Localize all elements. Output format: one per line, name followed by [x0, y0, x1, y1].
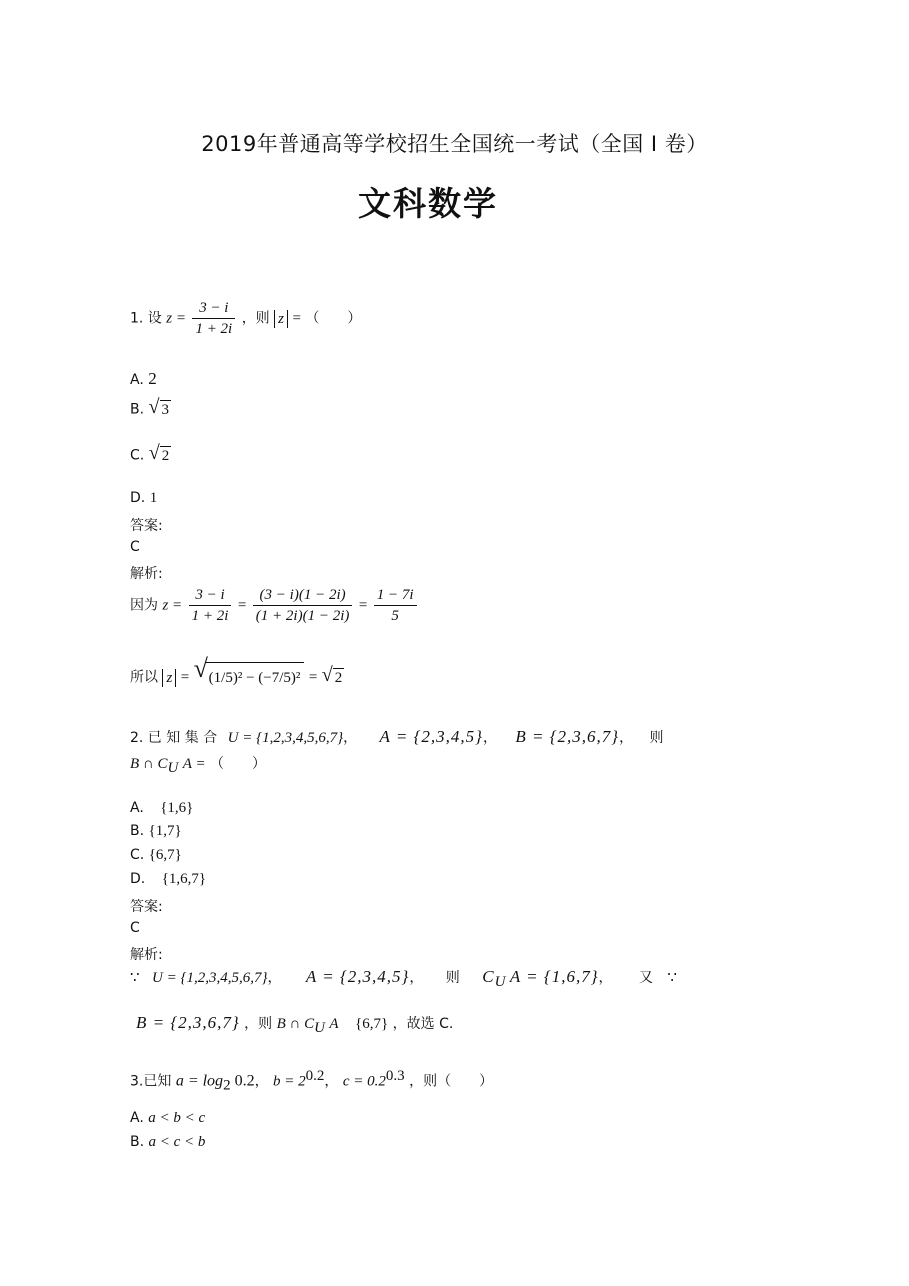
- fraction: $\frac{1 - 7i}{5}$: [374, 585, 417, 626]
- exam-title: 2019年普通高等学校招生全国统一考试（全国 I 卷）: [201, 132, 708, 156]
- abs-value: z: [274, 310, 288, 328]
- option-d: D. {1,6,7}: [130, 871, 207, 887]
- fraction: $\frac{3 - i}{1 + 2i}$: [189, 585, 232, 626]
- question-1: 1. 设 z = $\frac{3 - i}{1 + 2i}$ ，则 z = （ ）: [130, 300, 362, 337]
- question-3: 3.已知 $a = \log_2 0.2$， $b = 2^{0.2}$， $c = 0.2^{0.3}$ ，则（ ）: [130, 1068, 494, 1094]
- sqrt: √ 2: [321, 664, 343, 686]
- subject-title: 文科数学: [358, 184, 498, 223]
- option-b: B. a < c < b: [130, 1134, 206, 1150]
- analysis-label: 解析:: [130, 947, 163, 963]
- option-b: B. √ 3: [130, 396, 170, 418]
- analysis-label: 解析:: [130, 566, 163, 582]
- option-a: A. 2: [130, 369, 157, 388]
- analysis-step-1: ∵ U = {1,2,3,4,5,6,7}， A = {2,3,4,5}， 则 $C_U$ A = {1,6,7}， 又 ∵: [130, 967, 677, 990]
- answer-label: 答案:: [130, 899, 163, 915]
- fraction: $\frac{(3 - i)(1 - 2i)}{(1 + 2i)(1 - 2i)}$: [253, 585, 353, 626]
- analysis-step-2: 所以 z = √ (1/5)² − (−7/5)² = √ 2: [130, 662, 344, 693]
- answer: C: [130, 539, 140, 555]
- option-a: A. {1,6}: [130, 800, 194, 816]
- question-2: 2. 已 知 集 合 U = {1,2,3,4,5,6,7}， A = {2,3,4,5}， B = {2,3,6,7}， 则: [130, 727, 664, 746]
- sqrt: √ 2: [148, 442, 170, 464]
- answer-label: 答案:: [130, 518, 163, 534]
- analysis-step-1: 因为 z = $\frac{3 - i}{1 + 2i}$ = $\frac{(3 - i)(1 - 2i)}{(1 + 2i)(1 - 2i)}$ = $\frac{1 - 7i}{5}$: [130, 585, 419, 626]
- fraction: $\frac{3 - i}{1 + 2i}$: [192, 298, 235, 339]
- option-b: B. {1,7}: [130, 823, 182, 839]
- question-2-expr: B ∩ $C_U$ A = （ ）: [130, 756, 267, 776]
- sqrt: √ (1/5)² − (−7/5)²: [194, 662, 305, 693]
- option-d: D. 1: [130, 490, 158, 506]
- option-a: A. a < b < c: [130, 1110, 206, 1126]
- option-c: C. √ 2: [130, 442, 170, 464]
- analysis-step-2: B = {2,3,6,7} ，则 B ∩ $C_U$ A {6,7} ，故选 C.: [136, 1013, 454, 1036]
- answer: C: [130, 920, 140, 936]
- option-c: C. {6,7}: [130, 847, 182, 863]
- sqrt: √ 3: [148, 396, 170, 418]
